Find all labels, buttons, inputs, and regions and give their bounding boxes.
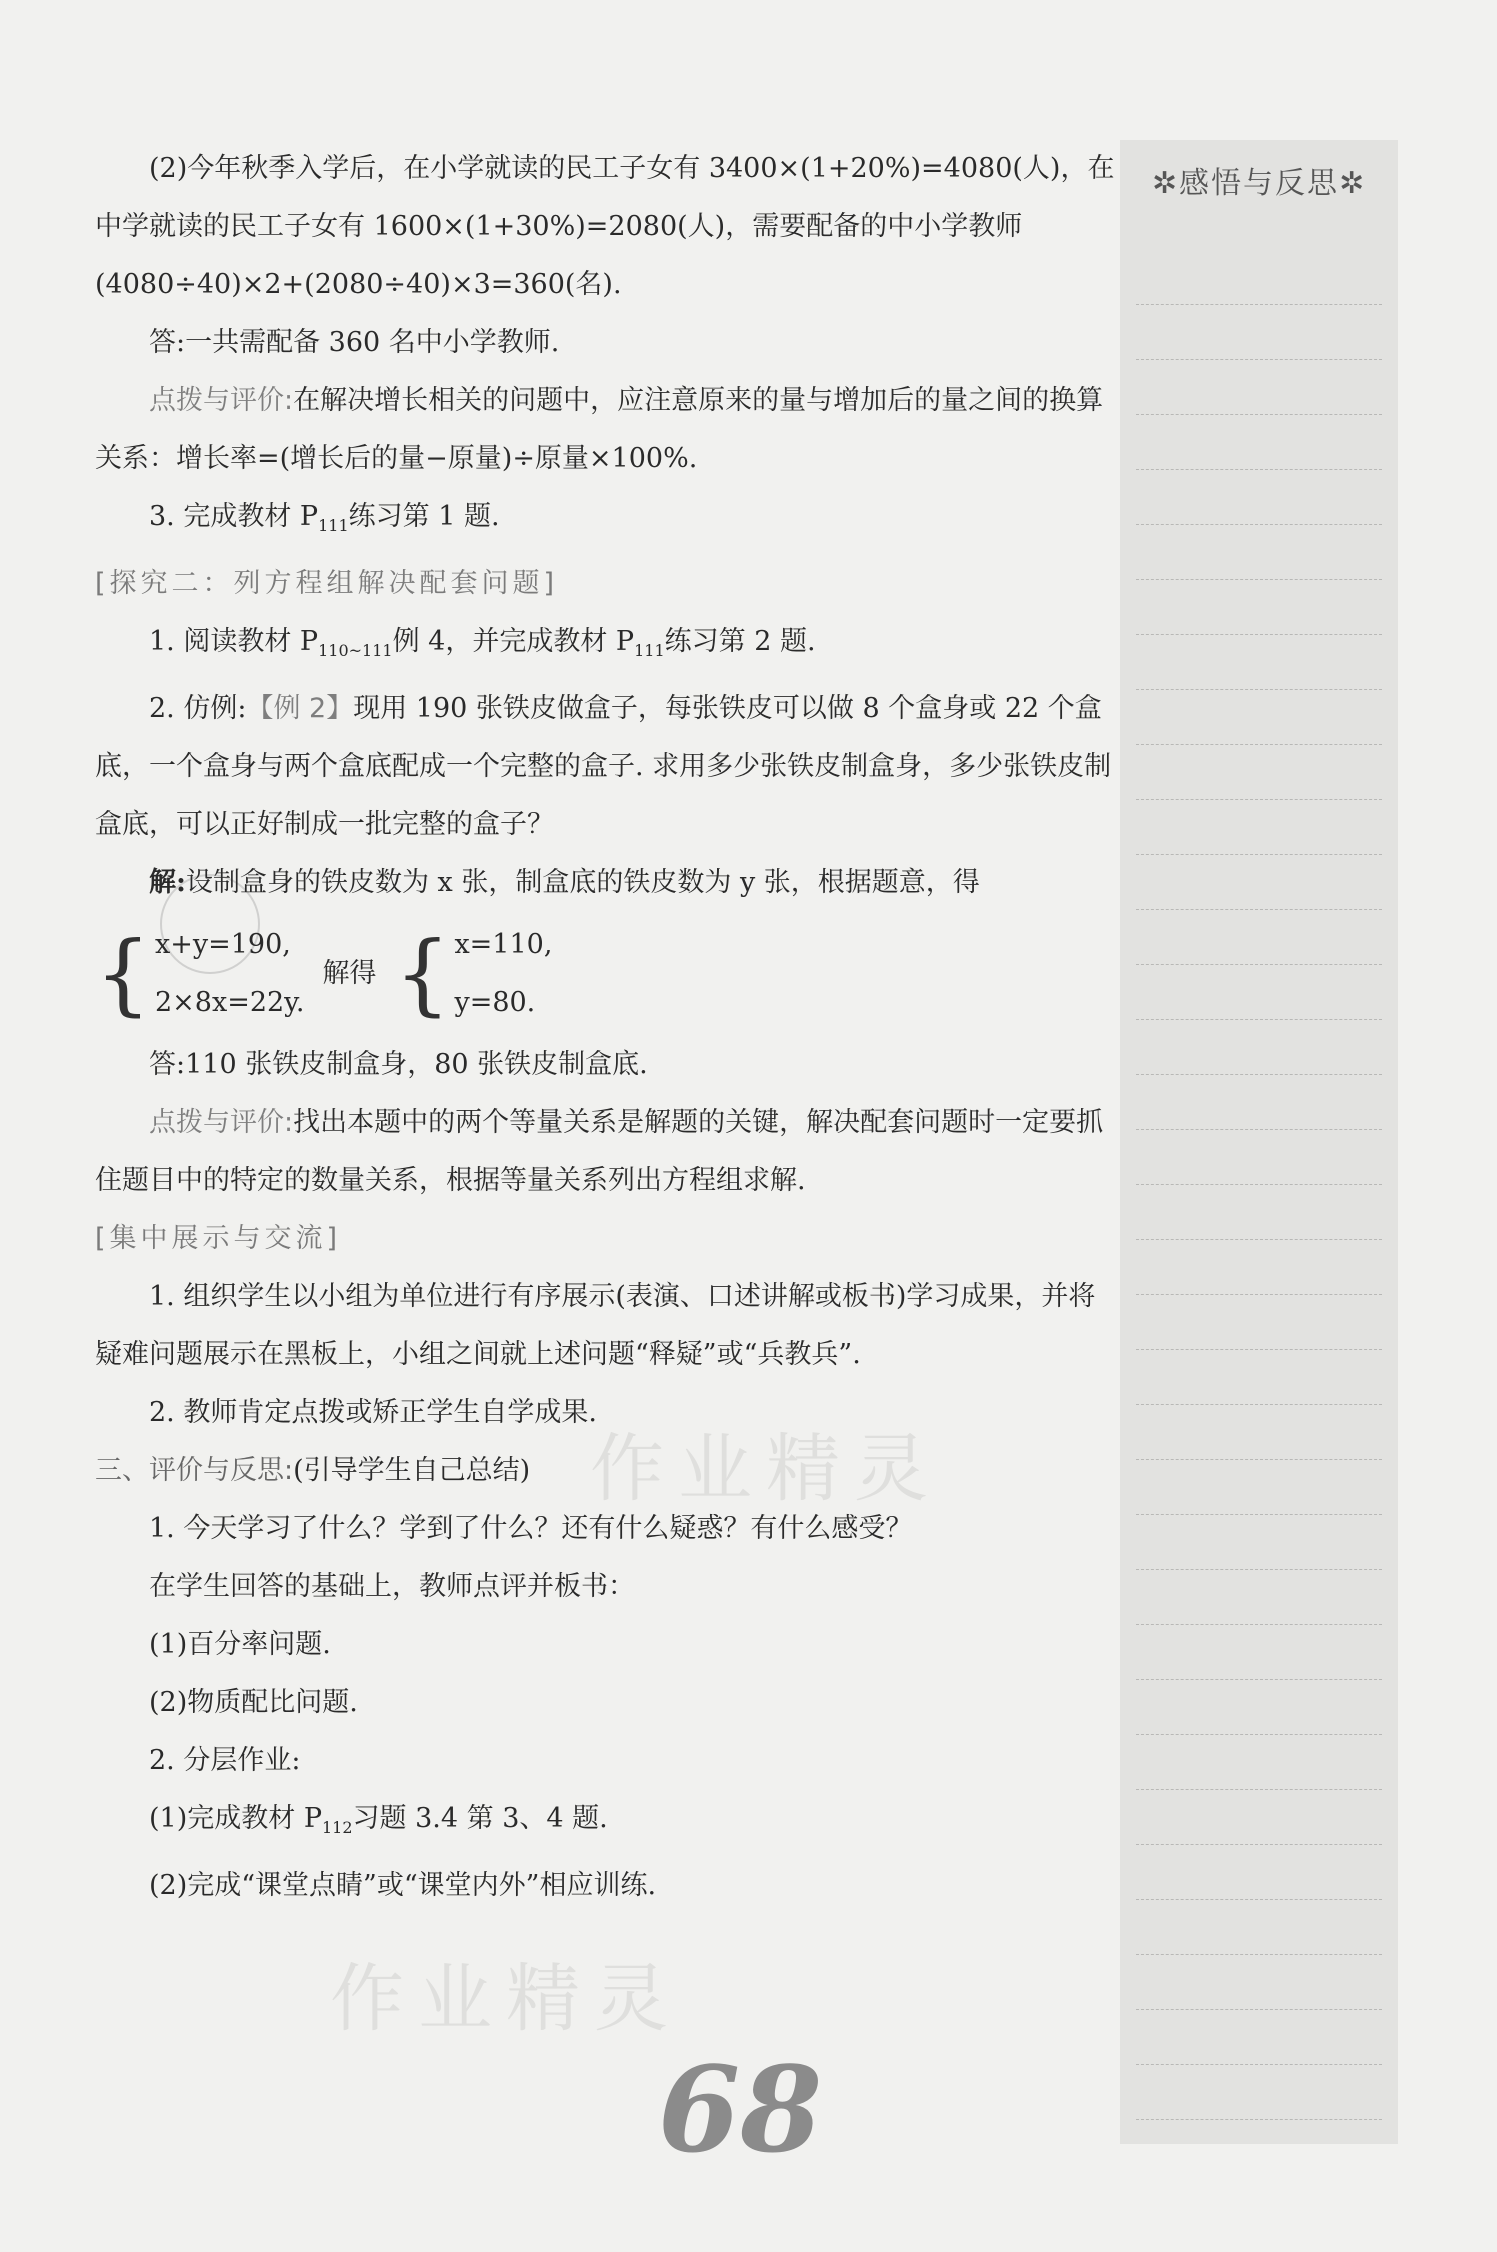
- writing-line: [1136, 1350, 1382, 1405]
- writing-line: [1136, 690, 1382, 745]
- writing-line: [1136, 1405, 1382, 1460]
- page-subscript: 110~111: [318, 641, 393, 660]
- equation-1: x+y=190,: [155, 929, 291, 960]
- homework-item-1: [95, 1790, 1115, 1857]
- writing-line: [1136, 635, 1382, 690]
- solution-text: 设制盒身的铁皮数为 x 张，制盒底的铁皮数为 y 张，根据题意，得: [185, 867, 980, 898]
- writing-line: [1136, 1185, 1382, 1240]
- example-tag: 【例 2】: [246, 693, 354, 724]
- reflection-sidebar: [1120, 140, 1398, 2144]
- writing-line: [1136, 1680, 1382, 1735]
- heading-note: (引导学生自己总结): [293, 1455, 531, 1486]
- writing-line: [1136, 360, 1382, 415]
- page-subscript: 112: [322, 1818, 353, 1837]
- writing-line: [1136, 745, 1382, 800]
- section-title-2: 集中展示与交流: [109, 1223, 327, 1254]
- homework-text-end: 习题 3.4 第 3、4 题.: [352, 1803, 608, 1834]
- example-prefix: 2. 仿例:: [149, 693, 247, 724]
- showcase-item-2: 2. 教师肯定点拨或矫正学生自学成果.: [149, 1397, 597, 1428]
- left-brace: {: [95, 922, 151, 1025]
- heading-text: 三、评价与反思:: [95, 1455, 294, 1486]
- comment-label: 点拨与评价:: [149, 385, 294, 416]
- writing-line: [1136, 580, 1382, 635]
- comment-label-2: 点拨与评价:: [149, 1107, 294, 1138]
- main-content: [95, 140, 1115, 1915]
- solution-intro: [95, 854, 1115, 912]
- reading-text-end: 练习第 2 题.: [664, 626, 816, 657]
- solution-group: [394, 916, 552, 1032]
- example-text: 现用 190 张铁皮做盒子，每张铁皮可以做 8 个盒身或 22 个盒底，一个盒身与两个盒底配成一个完整的盒子. 求用多少张铁皮制盒身，多少张铁皮制盒底，可以正好制成一批完整的盒子？: [95, 693, 1112, 840]
- heading-evaluation: [95, 1442, 1115, 1500]
- section-label: [探究二：列方程组解决配套问题]: [95, 568, 559, 599]
- summary-item-1: (1)百分率问题.: [149, 1629, 331, 1660]
- exercise-item-3: [95, 488, 1115, 555]
- writing-line: [1136, 1075, 1382, 1130]
- homework-heading: 2. 分层作业:: [149, 1745, 301, 1776]
- writing-line: [1136, 415, 1382, 470]
- exercise-text-end: 练习第 1 题.: [348, 501, 500, 532]
- writing-line: [1136, 2010, 1382, 2065]
- sidebar-writing-lines: [1136, 250, 1382, 2120]
- equation-group: [95, 916, 304, 1032]
- writing-line: [1136, 250, 1382, 305]
- writing-line: [1136, 1460, 1382, 1515]
- section-title: 探究二：列方程组解决配套问题: [109, 568, 544, 599]
- exercise-text: 3. 完成教材 P: [149, 501, 319, 532]
- solution-x: x=110,: [454, 929, 553, 960]
- writing-line: [1136, 470, 1382, 525]
- homework-item-2: (2)完成“课堂点睛”或“课堂内外”相应训练.: [149, 1870, 657, 1901]
- reading-task: [95, 613, 1115, 680]
- solution-label: 解:: [149, 867, 186, 898]
- section-heading-showcase: [95, 1210, 1115, 1268]
- comment-2: [95, 1094, 1115, 1210]
- comment-1: [95, 372, 1115, 488]
- comment-text-2: 找出本题中的两个等量关系是解题的关键，解决配套问题时一定要抓住题目中的特定的数量关系，根据等量关系列出方程组求解.: [95, 1107, 1104, 1196]
- equation-2: 2×8x=22y.: [155, 987, 305, 1018]
- watermark-mid: 作业精灵: [590, 1426, 942, 1512]
- comment-text: 在解决增长相关的问题中，应注意原来的量与增加后的量之间的换算关系：增长率=(增长后的量−原量)÷原量×100%.: [95, 385, 1104, 474]
- left-brace-2: {: [394, 922, 451, 1025]
- writing-line: [1136, 1845, 1382, 1900]
- writing-line: [1136, 2065, 1382, 2120]
- summary-item-2: (2)物质配比问题.: [149, 1687, 358, 1718]
- reading-text-mid: 例 4，并完成教材 P: [392, 626, 635, 657]
- writing-line: [1136, 1790, 1382, 1845]
- writing-line: [1136, 525, 1382, 580]
- answer-1: 答:一共需配备 360 名中小学教师.: [149, 327, 560, 358]
- solve-word: 解得: [322, 958, 377, 989]
- answer-2: 答:110 张铁皮制盒身，80 张铁皮制盒底.: [149, 1049, 648, 1080]
- teacher-summary: 在学生回答的基础上，教师点评并板书：: [149, 1571, 635, 1602]
- reflection-question: 1. 今天学习了什么？学到了什么？还有什么疑惑？有什么感受？: [149, 1513, 913, 1544]
- page-subscript: 111: [318, 516, 349, 535]
- writing-line: [1136, 910, 1382, 965]
- writing-line: [1136, 1240, 1382, 1295]
- sidebar-title: ✲感悟与反思✲: [1151, 166, 1367, 201]
- writing-line: [1136, 305, 1382, 360]
- example-problem: [95, 680, 1115, 854]
- solution-y: y=80.: [454, 987, 536, 1018]
- solution-part-2: (2)今年秋季入学后，在小学就读的民工子女有 3400×(1+20%)=4080(人)，在中学就读的民工子女有 1600×(1+30%)=2080(人)，需要配备的中小学教师(4080÷40)×2+(2080÷40)×3=360(名).: [95, 153, 1115, 300]
- section-heading-explore-2: [95, 555, 1115, 613]
- writing-line: [1136, 1625, 1382, 1680]
- writing-line: [1136, 1130, 1382, 1185]
- writing-line: [1136, 1295, 1382, 1350]
- watermark-bottom: 作业精灵: [330, 1956, 682, 2042]
- homework-text: (1)完成教材 P: [149, 1803, 322, 1834]
- equation-system: [95, 916, 1115, 1032]
- writing-line: [1136, 1735, 1382, 1790]
- writing-line: [1136, 1955, 1382, 2010]
- reading-text: 1. 阅读教材 P: [149, 626, 319, 657]
- writing-line: [1136, 1900, 1382, 1955]
- writing-line: [1136, 1020, 1382, 1075]
- section-label-2: [集中展示与交流]: [95, 1223, 342, 1254]
- page-subscript-2: 111: [634, 641, 665, 660]
- writing-line: [1136, 800, 1382, 855]
- writing-line: [1136, 855, 1382, 910]
- writing-line: [1136, 1515, 1382, 1570]
- page-number: 68: [658, 2040, 823, 2179]
- writing-line: [1136, 965, 1382, 1020]
- showcase-item-1: 1. 组织学生以小组为单位进行有序展示(表演、口述讲解或板书)学习成果，并将疑难问题展示在黑板上，小组之间就上述问题“释疑”或“兵教兵”.: [95, 1281, 1096, 1370]
- writing-line: [1136, 1570, 1382, 1625]
